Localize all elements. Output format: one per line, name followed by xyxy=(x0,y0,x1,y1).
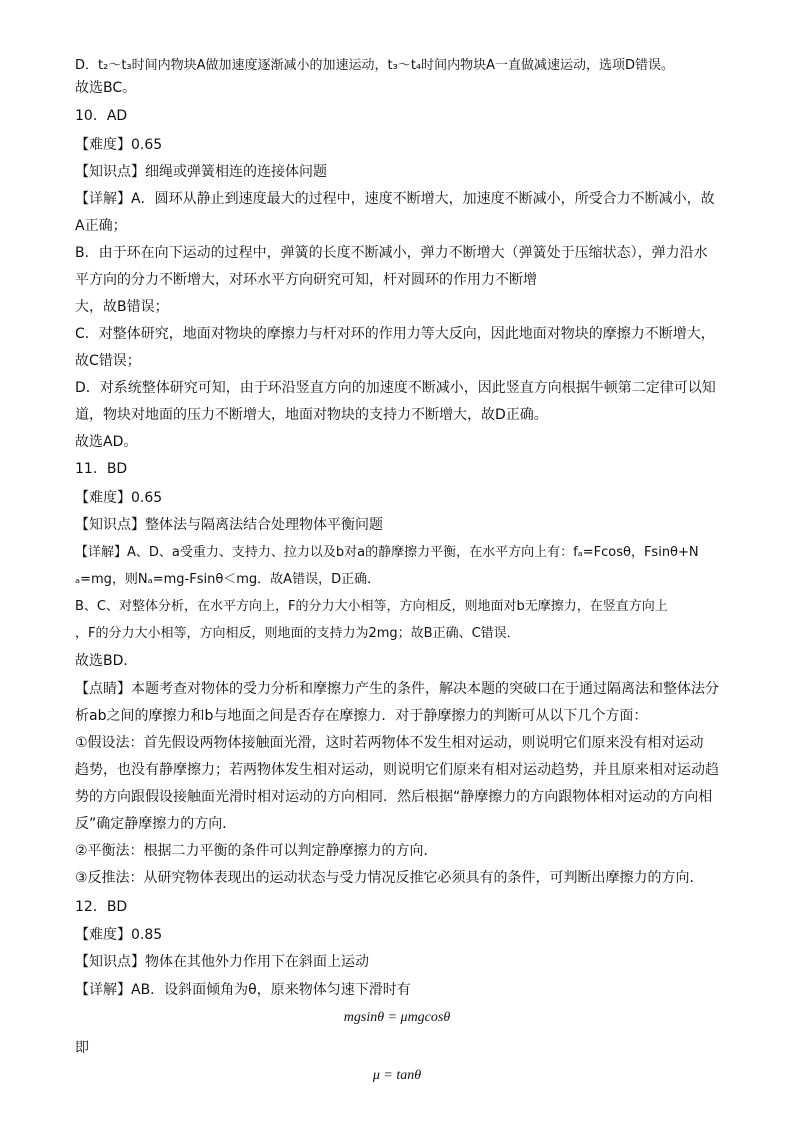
text-line: 道，物块对地面的压力不断增大，地面对物块的支持力不断增大，故D正确。 xyxy=(75,407,548,423)
text-line: 【详解】AB．设斜面倾角为θ，原来物体匀速下滑时有 xyxy=(75,982,411,998)
text-line: 故选AD。 xyxy=(75,434,138,450)
text-line: 即 xyxy=(75,1040,89,1056)
formula: mgsinθ = μmgcosθ xyxy=(343,1010,451,1025)
text-line: 故C错误； xyxy=(75,353,141,369)
text-line: ②平衡法：根据二力平衡的条件可以判定静摩擦力的方向． xyxy=(75,843,438,859)
text-line: ③反推法：从研究物体表现出的运动状态与受力情况反推它必须具有的条件，可判断出摩擦力的方向． xyxy=(75,870,704,886)
difficulty-line: 【难度】0.65 xyxy=(75,137,163,153)
text-line: ₐ=mg，则Nₐ=mg-Fsinθ＜mg．故A错误，D正确． xyxy=(75,572,381,587)
formula: μ = tanθ xyxy=(372,1068,422,1083)
knowledge-point-line: 【知识点】物体在其他外力作用下在斜面上运动 xyxy=(75,954,369,970)
text-line: ，F的分力大小相等，方向相反，则地面的支持力为2mg；故B正确、C错误． xyxy=(75,626,520,641)
text-line: B、C、对整体分析，在水平方向上，F的分力大小相等，方向相反，则地面对b无摩擦力，在竖直方向上 xyxy=(75,599,668,614)
text-line: 大，故B错误； xyxy=(75,299,169,315)
text-line: 【详解】A、D、a受重力、支持力、拉力以及b对a的静摩擦力平衡，在水平方向上有：fₐ=Fcosθ，Fsinθ+N xyxy=(75,545,699,560)
text-line: 平方向的分力不断增大，对环水平方向研究可知，杆对圆环的作用力不断增 xyxy=(75,272,537,288)
text-line: 【点睛】本题考查对物体的受力分析和摩擦力产生的条件，解决本题的突破口在于通过隔离法和整体法分 xyxy=(75,681,719,697)
text-line: B．由于环在向下运动的过程中，弹簧的长度不断减小，弹力不断增大（弹簧处于压缩状态），弹力沿水 xyxy=(75,245,708,261)
difficulty-line: 【难度】0.65 xyxy=(75,490,163,506)
text-line: 故选BD． xyxy=(75,653,138,669)
difficulty-line: 【难度】0.85 xyxy=(75,927,163,943)
text-line: D．对系统整体研究可知，由于环沿竖直方向的加速度不断减小，因此竖直方向根据牛顿第二定律可以知 xyxy=(75,380,716,396)
knowledge-point-line: 【知识点】整体法与隔离法结合处理物体平衡问题 xyxy=(75,517,383,533)
answer-heading: 10．AD xyxy=(75,108,128,124)
text-line: 故选BC。 xyxy=(75,80,137,96)
text-line: 反”确定静摩擦力的方向． xyxy=(75,816,237,832)
text-line: ①假设法：首先假设两物体接触面光滑，这时若两物体不发生相对运动，则说明它们原来没有相对运动 xyxy=(75,735,704,751)
answer-heading: 12．BD xyxy=(75,899,128,915)
text-line: 【详解】A．圆环从静止到速度最大的过程中，速度不断增大，加速度不断减小，所受合力不断减小，故 xyxy=(75,191,715,207)
text-line: A正确； xyxy=(75,218,127,234)
text-line: 趋势，也没有静摩擦力；若两物体发生相对运动，则说明它们原来有相对运动趋势，并且原来相对运动趋 xyxy=(75,762,719,778)
text-line: C．对整体研究，地面对物块的摩擦力与杆对环的作用力等大反向，因此地面对物块的摩擦力不断增大， xyxy=(75,326,715,342)
text-line: D．t₂～t₃时间内物块A做加速度逐渐减小的加速运动，t₃～t₄时间内物块A一直做减速运动，选项D错误。 xyxy=(75,58,675,73)
knowledge-point-line: 【知识点】细绳或弹簧相连的连接体问题 xyxy=(75,164,327,180)
text-line: 势的方向跟假设接触面光滑时相对运动的方向相同．然后根据“静摩擦力的方向跟物体相对运动的方向相 xyxy=(75,789,713,805)
text-line: 析ab之间的摩擦力和b与地面之间是否存在摩擦力．对于静摩擦力的判断可从以下几个方面： xyxy=(75,708,648,724)
answer-heading: 11．BD xyxy=(75,461,128,477)
